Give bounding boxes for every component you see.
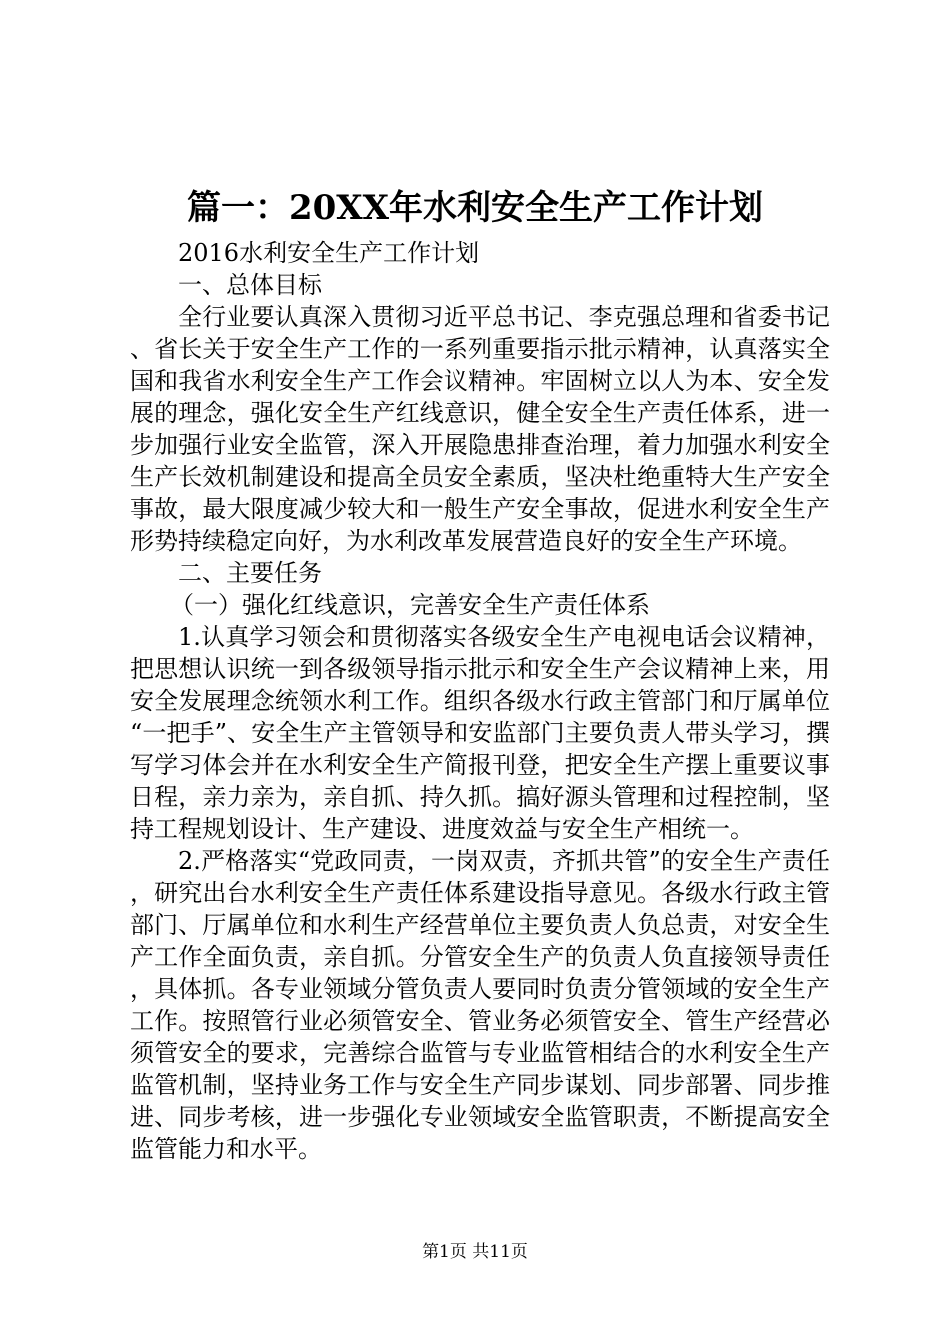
subsection-heading-1: （一）强化红线意识，完善安全生产责任体系 bbox=[170, 591, 650, 619]
paragraph-task-2: 2.严格落实“党政同责，一岗双责，齐抓共管”的安全生产责任，研究出台水利安全生产责任体系建设指导意见。各级水行政主管部门、厅属单位和水利生产经营单位主要负责人负总责，对安全生产工作全面负责，亲自抓。分管安全生产的负责人负直接领导责任，具体抓。各专业领域分管负责人要同时负责分管领域的安全生产工作。按照管行业必须管安全、管业务必须管安全、管生产经营必须管安全的要求，完善综合监管与专业监管相结合的水利安全生产监管机制，坚持业务工作与安全生产同步谋划、同步部署、同步推进、同步考核，进一步强化专业领域安全监管职责，不断提高安全监管能力和水平。 bbox=[130, 847, 830, 1163]
plan-subtitle: 2016水利安全生产工作计划 bbox=[178, 239, 480, 267]
section-heading-main-tasks: 二、主要任务 bbox=[178, 559, 322, 587]
paragraph-task-1: 1.认真学习领会和贯彻落实各级安全生产电视电话会议精神，把思想认识统一到各级领导指示批示和安全生产会议精神上来，用安全发展理念统领水利工作。组织各级水行政主管部门和厅属单位“一把手”、安全生产主管领导和安监部门主要负责人带头学习，撰写学习体会并在水利安全生产简报刊登，把安全生产摆上重要议事日程，亲力亲为，亲自抓、持久抓。搞好源头管理和过程控制，坚持工程规划设计、生产建设、进度效益与安全生产相统一。 bbox=[130, 623, 830, 843]
paragraph-overall-goal: 全行业要认真深入贯彻习近平总书记、李克强总理和省委书记、省长关于安全生产工作的一系列重要指示批示精神，认真落实全国和我省水利安全生产工作会议精神。牢固树立以人为本、安全发展的理念，强化安全生产红线意识，健全安全生产责任体系，进一步加强行业安全监管，深入开展隐患排查治理，着力加强水利安全生产长效机制建设和提高全员安全素质，坚决杜绝重特大生产安全事故，最大限度减少较大和一般生产安全事故，促进水利安全生产形势持续稳定向好，为水利改革发展营造良好的安全生产环境。 bbox=[130, 303, 830, 555]
page-number-footer: 第1页 共11页 bbox=[422, 1242, 528, 1262]
document-title: 篇一：20XX年水利安全生产工作计划 bbox=[186, 188, 764, 228]
section-heading-overall-goal: 一、总体目标 bbox=[178, 271, 322, 299]
document-body bbox=[130, 237, 830, 1165]
